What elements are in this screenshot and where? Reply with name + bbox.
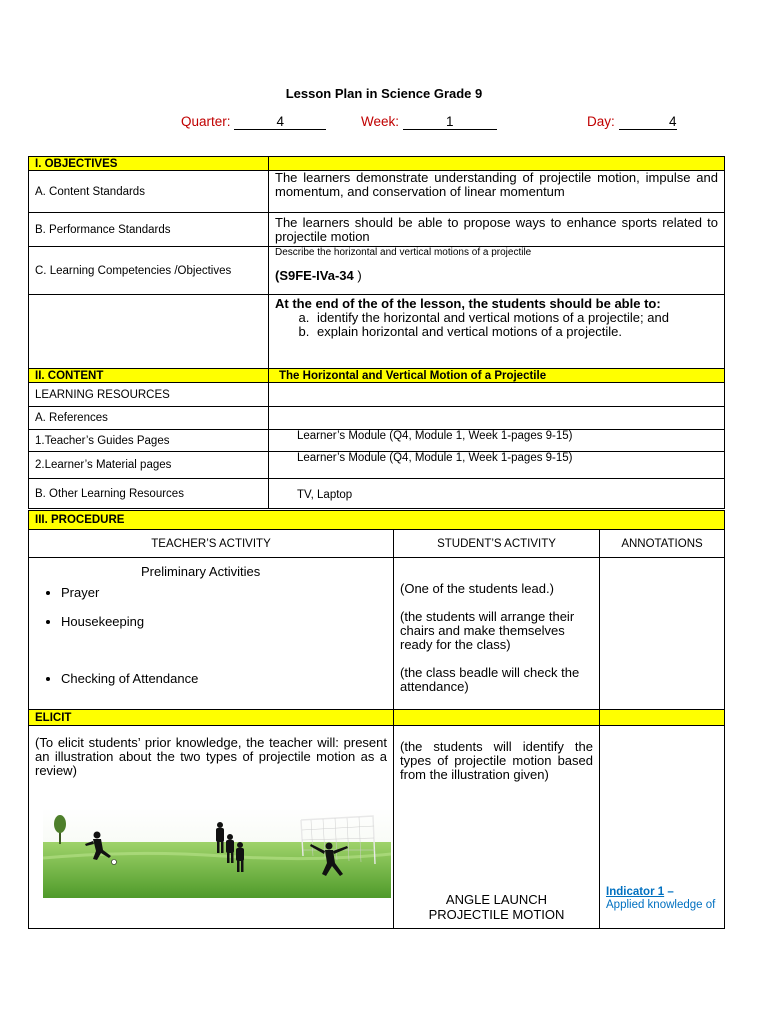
elicit-teacher-cell bbox=[29, 726, 394, 929]
objective-item: a. identify the horizontal and vertical motions of a projectile; and bbox=[313, 311, 718, 325]
learning-resources-label: LEARNING RESOURCES bbox=[29, 383, 269, 407]
indicator-annotation bbox=[606, 886, 715, 912]
competencies-code-close: ) bbox=[353, 268, 362, 283]
other-resources-label: B. Other Learning Resources bbox=[29, 479, 269, 509]
objective-item: b. explain horizontal and vertical motions of a projectile. bbox=[313, 325, 718, 339]
teachers-guide-value: Learner’s Module (Q4, Module 1, Week 1-pages 9-15) bbox=[269, 430, 725, 452]
student-response: (One of the students lead.) bbox=[400, 581, 554, 596]
week-label: Week: bbox=[361, 114, 400, 129]
student-responses-cell bbox=[394, 558, 600, 710]
day-label: Day: bbox=[587, 114, 615, 129]
performance-standards-text: The learners should be able to propose ways to enhance sports related to projectile motion bbox=[269, 213, 725, 247]
preliminary-title: Preliminary Activities bbox=[141, 564, 261, 579]
elicit-teacher-text: (To elicit students’ prior knowledge, the teacher will: present an illustration about the two types of projectile motion as a review) bbox=[35, 735, 387, 778]
competencies-code: (S9FE-IVa-34 bbox=[275, 268, 354, 283]
procedure-table bbox=[28, 510, 725, 929]
student-activity-header: STUDENT’S ACTIVITY bbox=[394, 530, 600, 558]
elicit-student-text: (the students will identify the types of projectile motion based from the illustration given) bbox=[400, 739, 593, 782]
angle-launch-line1: ANGLE LAUNCH bbox=[445, 892, 548, 907]
indicator-link[interactable]: Indicator 1 bbox=[606, 886, 665, 898]
elicit-annotation-cell bbox=[600, 726, 725, 929]
learners-material-value: Learner’s Module (Q4, Module 1, Week 1-pages 9-15) bbox=[269, 452, 725, 479]
indicator-text: Applied knowledge of bbox=[606, 899, 716, 911]
angle-launch-line2: PROJECTILE MOTION bbox=[428, 907, 565, 922]
student-response: (the students will arrange their chairs and make themselves ready for the class) bbox=[400, 609, 575, 652]
student-response: (the class beadle will check the attendance) bbox=[400, 665, 580, 694]
procedure-header: III. PROCEDURE bbox=[29, 511, 725, 530]
preliminary-annotation-blank bbox=[600, 558, 725, 710]
annotations-header: ANNOTATIONS bbox=[600, 530, 725, 558]
content-header: II. CONTENT bbox=[29, 369, 269, 383]
elicit-student-cell bbox=[394, 726, 600, 929]
other-resources-value: TV, Laptop bbox=[269, 479, 725, 509]
quarter-label: Quarter: bbox=[181, 114, 231, 129]
preliminary-list bbox=[35, 585, 387, 686]
objectives-table bbox=[28, 156, 725, 509]
week-value: 1 bbox=[403, 115, 497, 130]
week-field bbox=[361, 114, 497, 130]
preliminary-cell bbox=[29, 558, 394, 710]
elicit-header-blank bbox=[394, 710, 600, 726]
end-of-lesson-intro: At the end of the of the lesson, the students should be able to: bbox=[275, 296, 661, 311]
elicit-header: ELICIT bbox=[29, 710, 394, 726]
soccer-field-illustration bbox=[43, 808, 391, 898]
elicit-header-blank bbox=[600, 710, 725, 726]
learning-resources-blank bbox=[269, 383, 725, 407]
end-of-lesson-blank bbox=[29, 295, 269, 369]
references-label: A. References bbox=[29, 407, 269, 430]
preliminary-item: • Housekeeping bbox=[61, 614, 387, 629]
ball-icon bbox=[112, 860, 117, 865]
objectives-list bbox=[291, 311, 718, 339]
content-standards-label: A. Content Standards bbox=[29, 171, 269, 213]
document-title: Lesson Plan in Science Grade 9 bbox=[285, 86, 483, 101]
end-of-lesson-cell bbox=[269, 295, 725, 369]
content-topic: The Horizontal and Vertical Motion of a Projectile bbox=[269, 369, 725, 383]
teacher-activity-header: TEACHER’S ACTIVITY bbox=[29, 530, 394, 558]
competencies-code-line bbox=[275, 268, 718, 283]
objectives-header: I. OBJECTIVES bbox=[29, 157, 269, 171]
indicator-dash: – bbox=[664, 886, 674, 898]
competencies-label: C. Learning Competencies /Objectives bbox=[29, 247, 269, 295]
learners-material-label: 2.Learner’s Material pages bbox=[29, 452, 269, 479]
preliminary-item: • Checking of Attendance bbox=[61, 671, 387, 686]
quarter-value: 4 bbox=[234, 115, 326, 130]
references-blank bbox=[269, 407, 725, 430]
day-value: 4 bbox=[619, 115, 677, 130]
performance-standards-label: B. Performance Standards bbox=[29, 213, 269, 247]
content-standards-text: The learners demonstrate understanding of projectile motion, impulse and momentum, and conservation of linear momentum bbox=[269, 171, 725, 213]
day-field bbox=[587, 114, 677, 130]
angle-launch-label bbox=[394, 892, 599, 922]
preliminary-item: • Prayer bbox=[61, 585, 387, 600]
competencies-cell bbox=[269, 247, 725, 295]
competencies-text: Describe the horizontal and vertical motions of a projectile bbox=[275, 247, 532, 258]
objectives-header-blank bbox=[269, 157, 725, 171]
quarter-field bbox=[181, 114, 326, 130]
teachers-guide-label: 1.Teacher’s Guides Pages bbox=[29, 430, 269, 452]
